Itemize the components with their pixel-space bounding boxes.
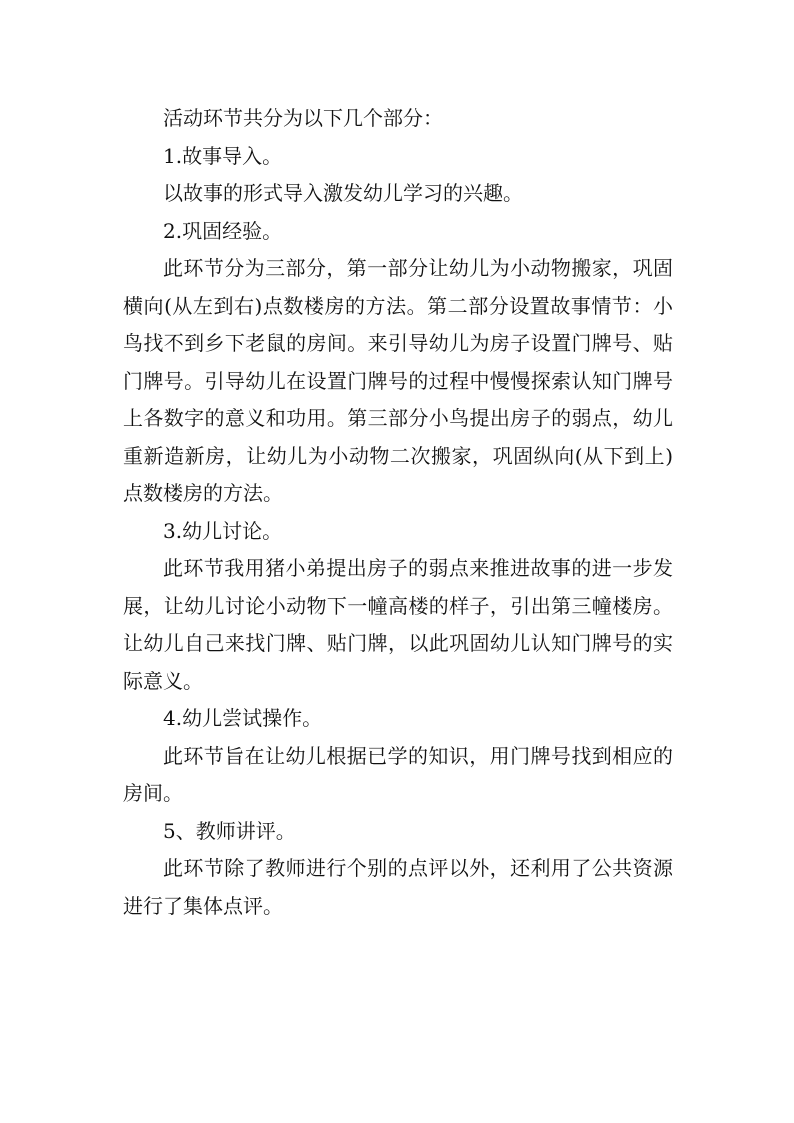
document-body [123, 100, 673, 925]
section-heading-review: 5、教师讲评。 [163, 818, 296, 843]
paragraph-consolidate: 此环节分为三部分，第一部分让幼儿为小动物搬家，巩固横向(从左到右)点数楼房的方法。第二部分设置故事情节：小鸟找不到乡下老鼠的房间。来引导幼儿为房子设置门牌号、贴门牌号。引导幼儿在设置门牌号的过程中慢慢探索认知门牌号上各数字的意义和功用。第三部分小鸟提出房子的弱点，幼儿重新造新房，让幼儿为小动物二次搬家，巩固纵向(从下到上)点数楼房的方法。 [123, 256, 673, 505]
paragraph-story-intro: 以故事的形式导入激发幼儿学习的兴趣。 [163, 181, 523, 205]
paragraph-discussion: 此环节我用猪小弟提出房子的弱点来推进故事的进一步发展，让幼儿讨论小动物下一幢高楼的样子，引出第三幢楼房。让幼儿自己来找门牌、贴门牌，以此巩固幼儿认知门牌号的实际意义。 [123, 556, 673, 693]
paragraph-intro: 活动环节共分为以下几个部分： [163, 106, 443, 130]
section-heading-practice: 4.幼儿尝试操作。 [163, 706, 323, 730]
section-heading-discussion: 3.幼儿讨论。 [163, 518, 283, 543]
section-heading-story-intro: 1.故事导入。 [163, 143, 283, 168]
paragraph-practice: 此环节旨在让幼儿根据已学的知识，用门牌号找到相应的房间。 [123, 743, 673, 805]
section-heading-consolidate: 2.巩固经验。 [163, 218, 283, 243]
paragraph-review: 此环节除了教师进行个别的点评以外，还利用了公共资源进行了集体点评。 [123, 856, 673, 918]
